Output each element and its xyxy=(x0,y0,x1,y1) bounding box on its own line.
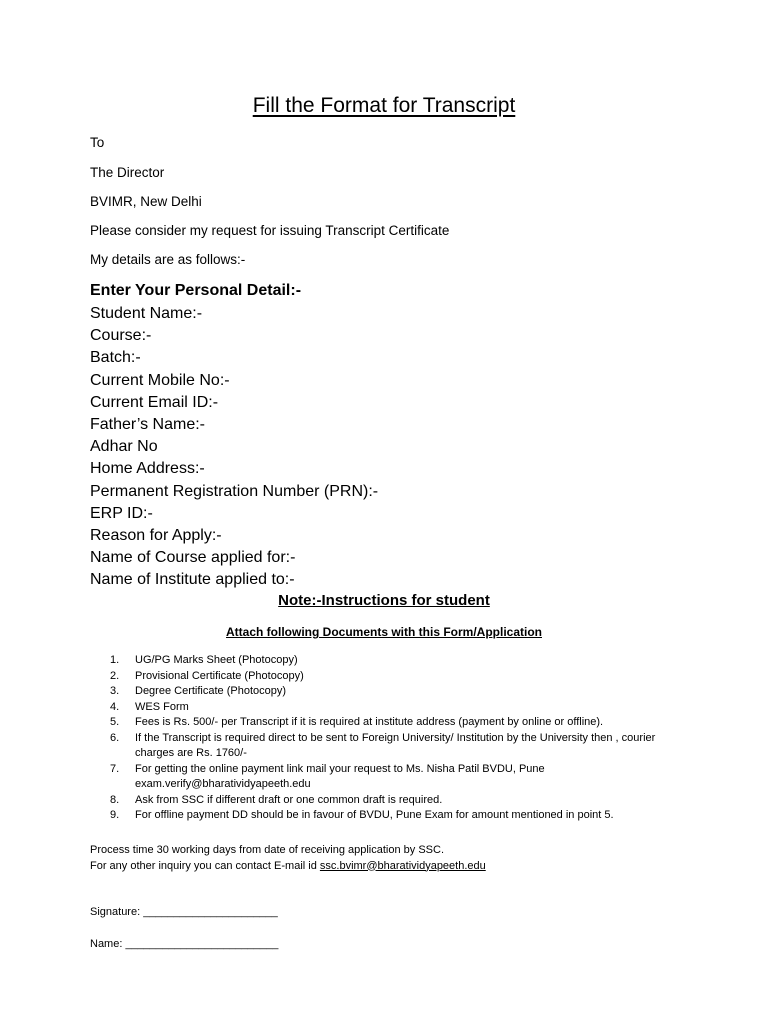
list-number: 2. xyxy=(110,669,120,682)
list-number: 9. xyxy=(110,809,120,821)
list-item xyxy=(110,684,670,700)
field-home-address: Home Address:- xyxy=(90,460,205,478)
process-time-text: Process time 30 working days from date of receiving application by SSC. xyxy=(90,844,444,856)
name-line: Name: _________________________ xyxy=(90,938,279,950)
list-text: Degree Certificate (Photocopy) xyxy=(135,685,287,697)
list-number: 6. xyxy=(110,731,120,744)
intro-details: My details are as follows:- xyxy=(90,252,246,267)
list-text: If the Transcript is required direct to be sent to Foreign University/ Institution by the University then , courier charges are Rs. 1760/- xyxy=(135,731,656,759)
field-prn: Permanent Registration Number (PRN):- xyxy=(90,482,379,500)
inquiry-line xyxy=(90,859,486,875)
documents-list xyxy=(110,653,670,824)
field-reason: Reason for Apply:- xyxy=(90,527,222,545)
field-course: Course:- xyxy=(90,327,152,345)
field-mobile: Current Mobile No:- xyxy=(90,371,230,389)
list-number: 7. xyxy=(110,762,120,775)
field-adhar: Adhar No xyxy=(90,438,158,456)
list-item xyxy=(110,700,670,716)
list-number: 1. xyxy=(110,654,120,666)
list-number: 4. xyxy=(110,700,120,713)
field-batch: Batch:- xyxy=(90,349,141,367)
intro-institute: BVIMR, New Delhi xyxy=(90,194,202,209)
list-text: Fees is Rs. 500/- per Transcript if it is required at institute address (payment by online or offline). xyxy=(135,716,604,728)
list-item xyxy=(110,731,670,762)
attach-heading: Attach following Documents with this Form/Application xyxy=(226,625,542,639)
list-text: WES Form xyxy=(135,700,189,713)
list-text: For getting the online payment link mail your request to Ms. Nisha Patil BVDU, Pune exam.verify@bharatividyapeeth.edu xyxy=(135,762,545,790)
list-text: UG/PG Marks Sheet (Photocopy) xyxy=(135,654,298,666)
list-number: 8. xyxy=(110,793,120,806)
field-institute-applied: Name of Institute applied to:- xyxy=(90,571,295,589)
intro-to: To xyxy=(90,135,105,150)
note-heading: Note:-Instructions for student xyxy=(278,592,490,609)
field-course-applied: Name of Course applied for:- xyxy=(90,549,296,567)
list-item xyxy=(110,762,670,793)
field-student-name: Student Name:- xyxy=(90,305,203,322)
field-erp-id: ERP ID:- xyxy=(90,504,153,522)
list-item xyxy=(110,653,670,669)
list-item xyxy=(110,793,670,809)
list-item xyxy=(110,669,670,685)
list-item xyxy=(110,808,670,824)
list-number: 3. xyxy=(110,685,120,697)
intro-request: Please consider my request for issuing Transcript Certificate xyxy=(90,223,450,238)
list-text: For offline payment DD should be in favour of BVDU, Pune Exam for amount mentioned in point 5. xyxy=(135,809,614,821)
personal-detail-heading: Enter Your Personal Detail:- xyxy=(90,282,302,299)
inquiry-text: For any other inquiry you can contact E-mail id xyxy=(90,859,320,872)
list-text: Provisional Certificate (Photocopy) xyxy=(135,669,304,682)
intro-recipient: The Director xyxy=(90,165,165,180)
process-info xyxy=(90,843,486,874)
list-number: 5. xyxy=(110,716,120,728)
list-text: Ask from SSC if different draft or one common draft is required. xyxy=(135,793,443,806)
page-title: Fill the Format for Transcript xyxy=(252,94,516,117)
personal-fields-list xyxy=(90,303,378,592)
signature-line: Signature: ______________________ xyxy=(90,906,278,918)
field-email: Current Email ID:- xyxy=(90,393,219,411)
field-father-name: Father’s Name:- xyxy=(90,416,205,434)
list-item xyxy=(110,715,670,731)
contact-email-link[interactable]: ssc.bvimr@bharatividyapeeth.edu xyxy=(319,859,486,872)
